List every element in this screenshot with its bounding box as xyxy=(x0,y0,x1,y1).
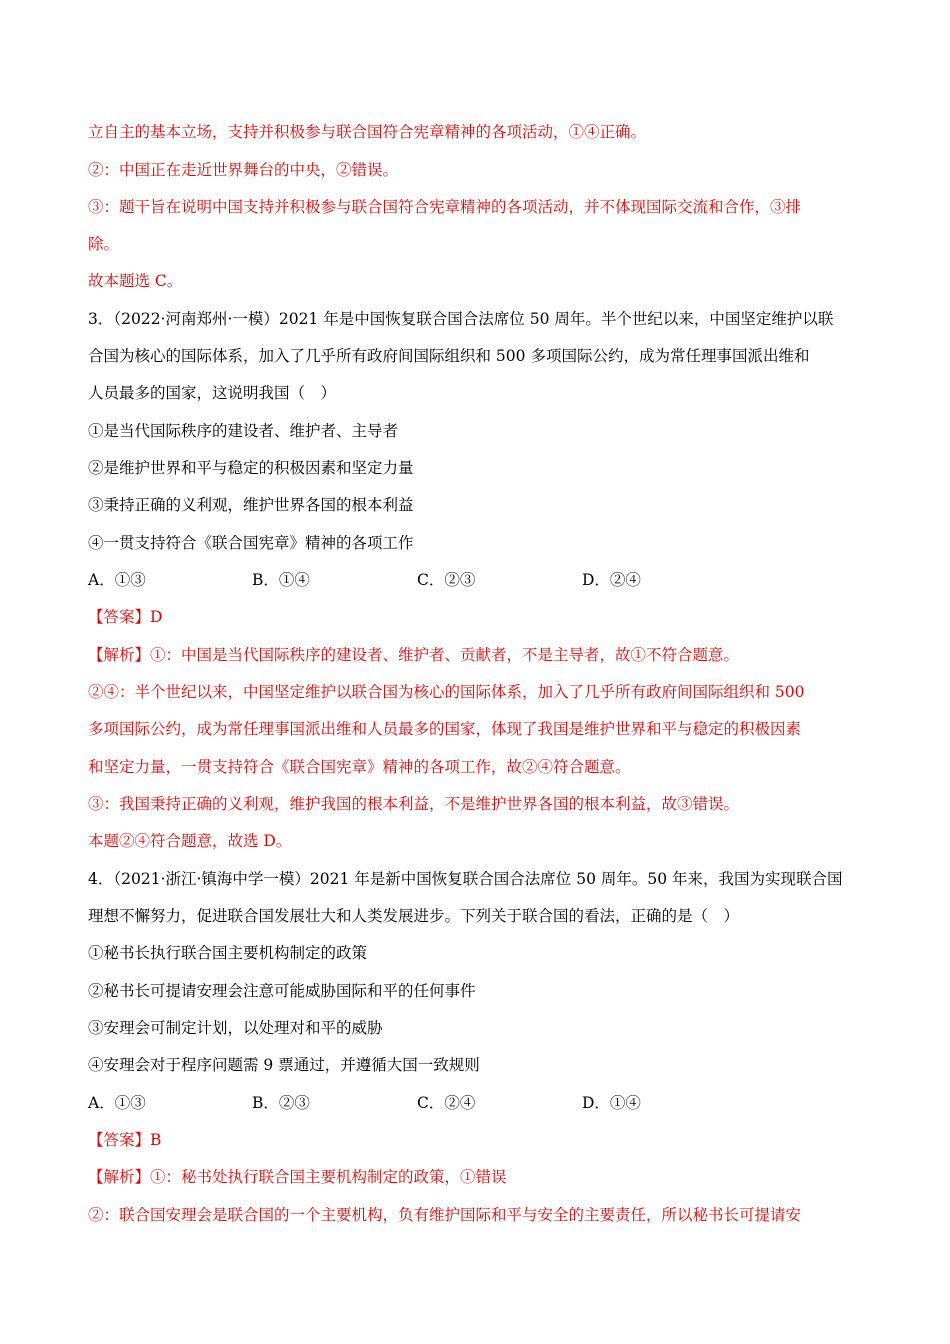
q4-analysis-line: 【解析】①：秘书处执行联合国主要机构制定的政策，①错误 xyxy=(88,1168,507,1186)
q4-option-b: B．②③ xyxy=(252,1094,310,1112)
q4-item: ④安理会对于程序问题需 9 票通过，并遵循大国一致规则 xyxy=(88,1056,480,1074)
q3-stem-line: 3．（2022·河南郑州·一模）2021 年是中国恢复联合国合法席位 50 周年。半个世纪以来，中国坚定维护以联 xyxy=(88,310,834,328)
q4-item: ②秘书长可提请安理会注意可能威胁国际和平的任何事件 xyxy=(88,982,476,1000)
q3-analysis-line: 【解析】①：中国是当代国际秩序的建设者、维护者、贡献者，不是主导者，故①不符合题意。 xyxy=(88,646,740,664)
prev-analysis-line: ②：中国正在走近世界舞台的中央，②错误。 xyxy=(88,161,399,179)
q3-stem-line: 合国为核心的国际体系，加入了几乎所有政府间国际组织和 500 多项国际公约，成为常任理事国派出维和 xyxy=(88,347,810,365)
q3-answer: 【答案】D xyxy=(88,608,163,626)
q4-answer: 【答案】B xyxy=(88,1131,162,1149)
q3-item: ④一贯支持符合《联合国宪章》精神的各项工作 xyxy=(88,534,414,552)
q4-stem-line: 理想不懈努力，促进联合国发展壮大和人类发展进步。下列关于联合国的看法，正确的是（ ） xyxy=(88,907,740,925)
q4-option-c: C．②④ xyxy=(417,1094,476,1112)
q3-option-c: C．②③ xyxy=(417,571,476,589)
q3-analysis-line: ③：我国秉持正确的义利观，维护我国的根本利益，不是维护世界各国的根本利益，故③错误。 xyxy=(88,795,740,813)
prev-analysis-line: ③：题干旨在说明中国支持并积极参与联合国符合宪章精神的各项活动，并不体现国际交流和合作，③排 xyxy=(88,198,802,216)
q4-option-a: A．①③ xyxy=(88,1094,146,1112)
q4-item: ③安理会可制定计划，以处理对和平的威胁 xyxy=(88,1019,383,1037)
q3-conclusion: 本题②④符合题意，故选 D。 xyxy=(88,832,292,850)
q3-item: ①是当代国际秩序的建设者、维护者、主导者 xyxy=(88,422,399,440)
prev-analysis-line: 除。 xyxy=(88,235,120,253)
q4-option-d: D．①④ xyxy=(582,1094,641,1112)
prev-analysis-line: 立自主的基本立场，支持并积极参与联合国符合宪章精神的各项活动，①④正确。 xyxy=(88,123,647,141)
q3-option-d: D．②④ xyxy=(582,571,641,589)
q4-analysis-line: ②：联合国安理会是联合国的一个主要机构，负有维护国际和平与安全的主要责任，所以秘书长可提请安 xyxy=(88,1206,802,1224)
q3-analysis-line: ②④：半个世纪以来，中国坚定维护以联合国为核心的国际体系，加入了几乎所有政府间国际组织和 500 xyxy=(88,683,805,701)
q3-stem-line: 人员最多的国家，这说明我国（ ） xyxy=(88,384,337,402)
q3-item: ③秉持正确的义利观，维护世界各国的根本利益 xyxy=(88,496,414,514)
prev-conclusion: 故本题选 C。 xyxy=(88,272,183,290)
q4-item: ①秘书长执行联合国主要机构制定的政策 xyxy=(88,944,368,962)
q3-option-b: B．①④ xyxy=(252,571,310,589)
q3-analysis-line: 和坚定力量，一贯支持符合《联合国宪章》精神的各项工作，故②④符合题意。 xyxy=(88,758,631,776)
q3-item: ②是维护世界和平与稳定的积极因素和坚定力量 xyxy=(88,459,414,477)
q3-option-a: A．①③ xyxy=(88,571,146,589)
q4-stem-line: 4．（2021·浙江·镇海中学一模）2021 年是新中国恢复联合国合法席位 50 周年。50 年来，我国为实现联合国 xyxy=(88,870,843,888)
q3-analysis-line: 多项国际公约，成为常任理事国派出维和人员最多的国家，体现了我国是维护世界和平与稳定的积极因素 xyxy=(88,720,802,738)
